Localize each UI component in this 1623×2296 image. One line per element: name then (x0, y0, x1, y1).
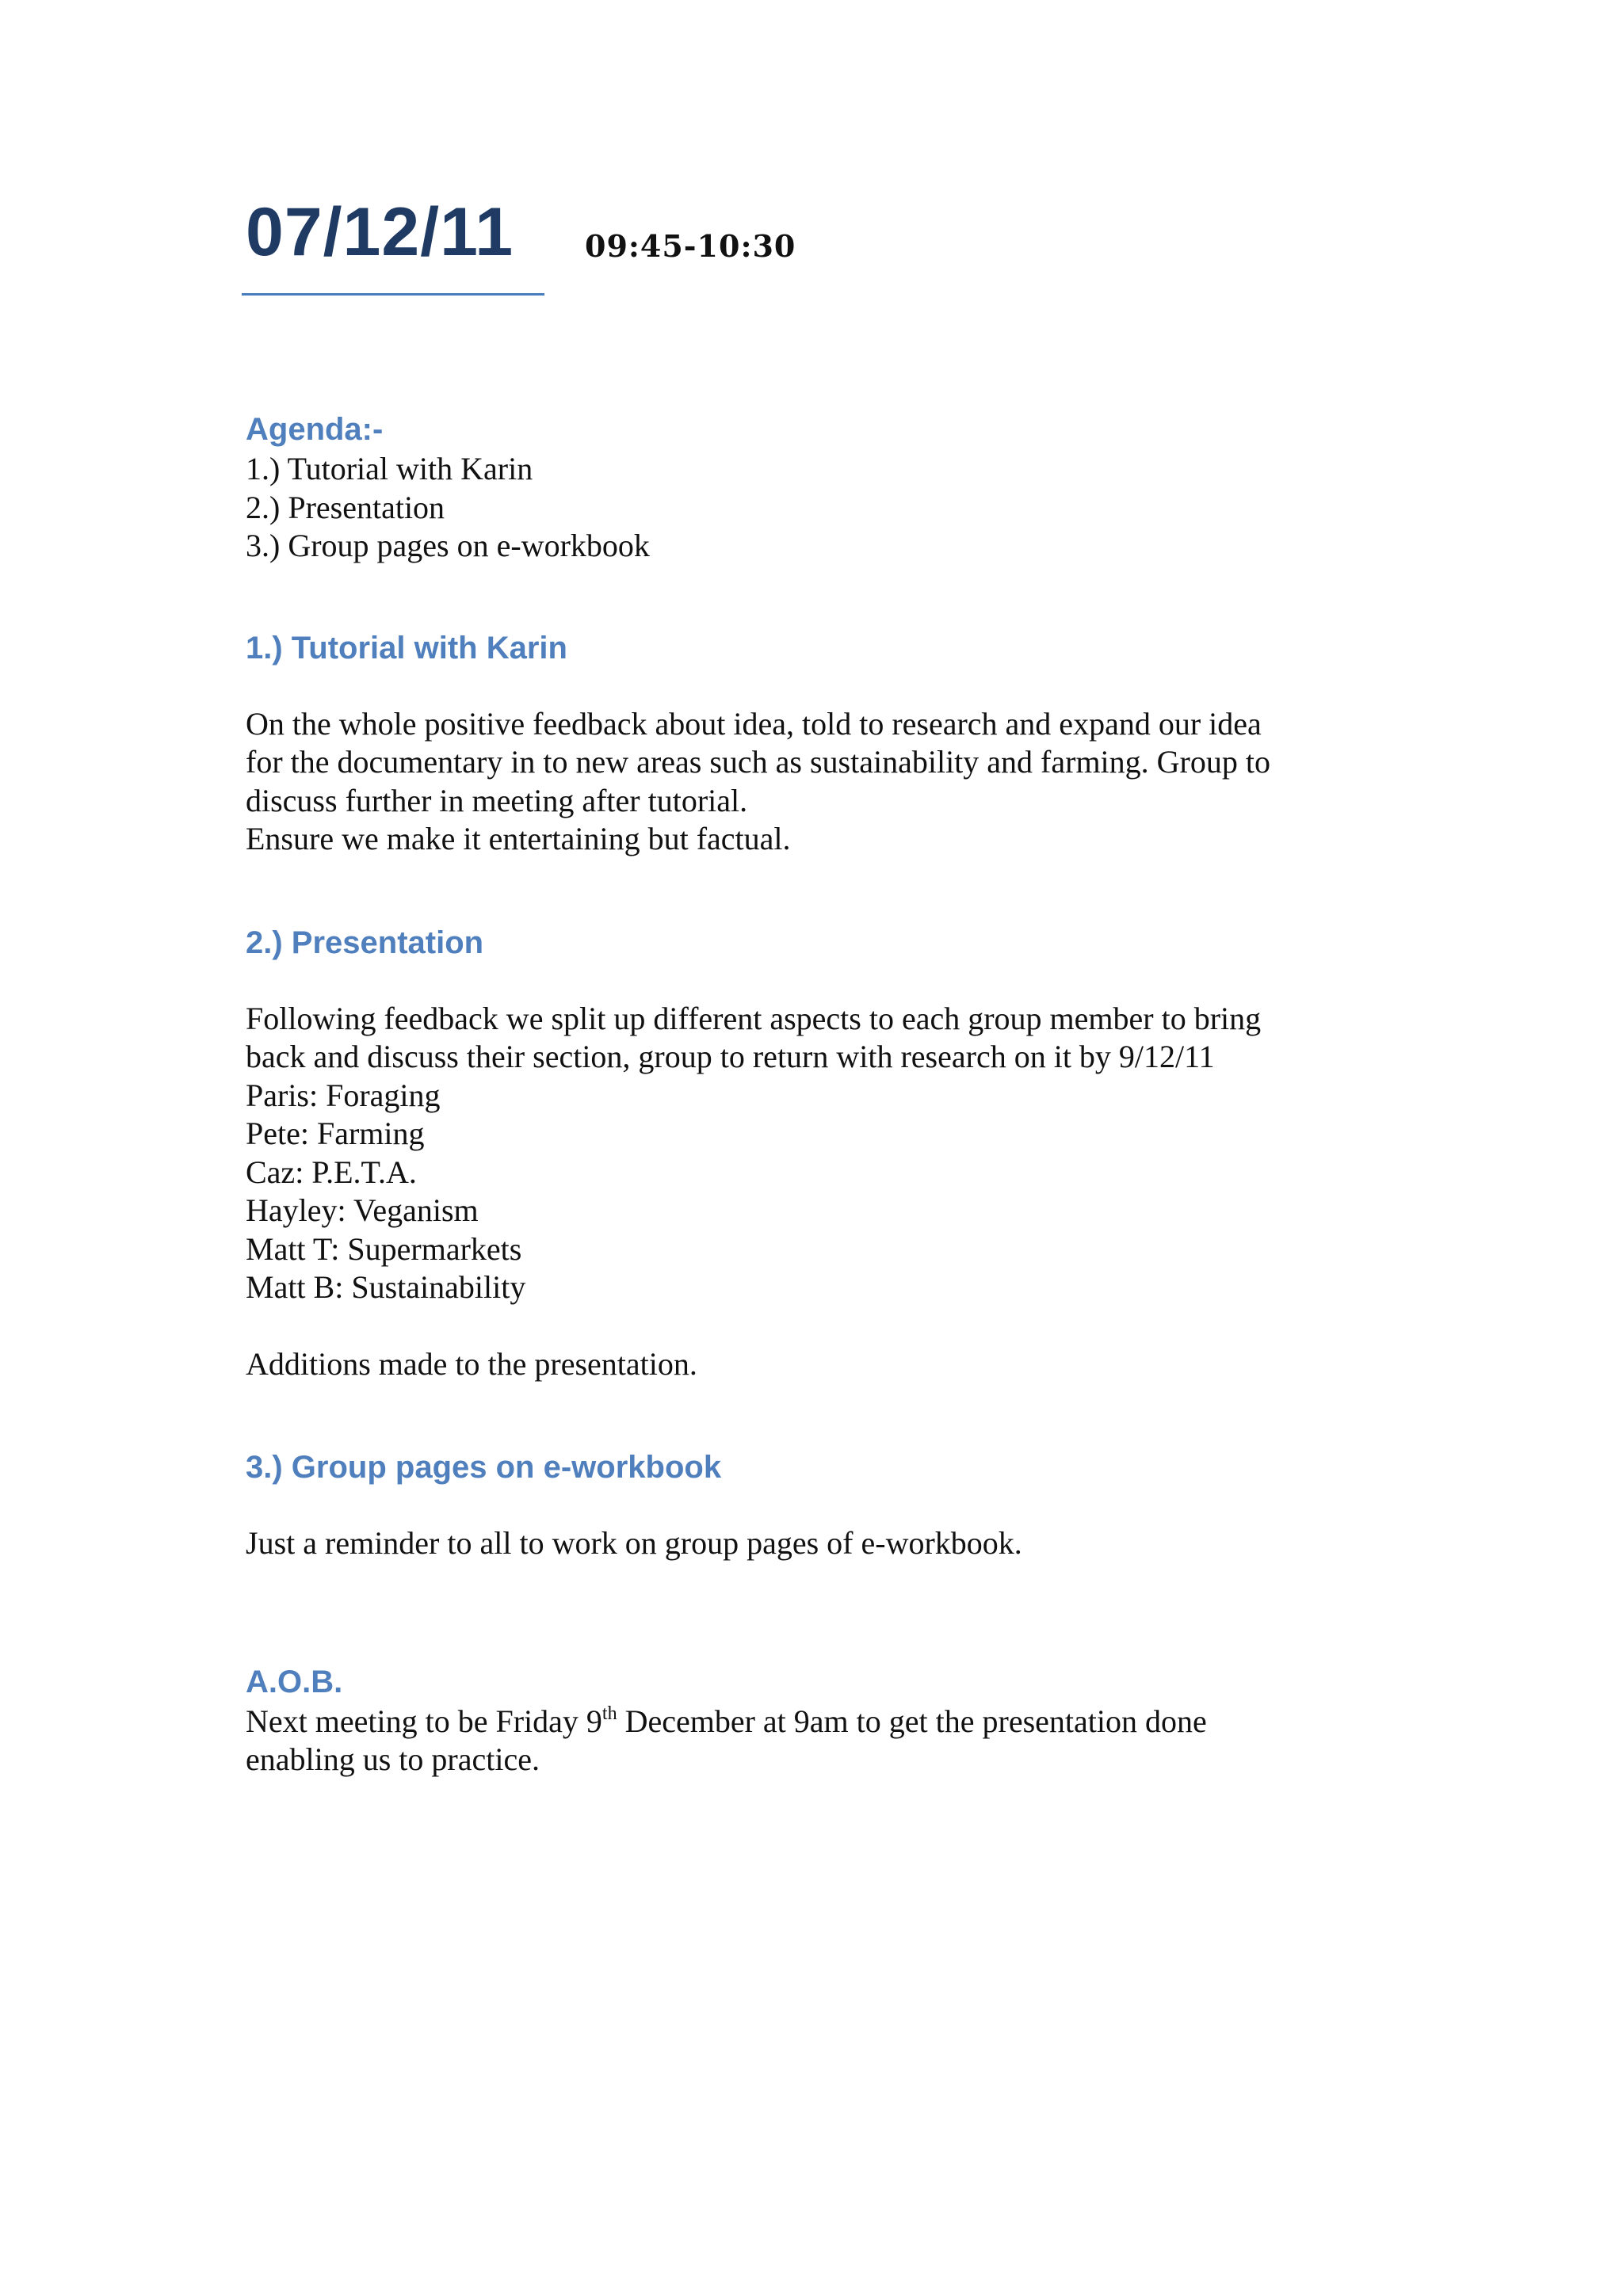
section-body (246, 1000, 1395, 1307)
body-line: Following feedback we split up different aspects to each group member to bring (246, 1000, 1262, 1036)
section-tutorial (246, 627, 1395, 859)
assignment-line: Matt T: Supermarkets (246, 1230, 522, 1267)
aob-text: Next meeting to be Friday 9 (246, 1703, 602, 1739)
assignment-line: Pete: Farming (246, 1116, 425, 1151)
aob-text: December at 9am to get the presentation done (617, 1703, 1207, 1739)
section-heading: 1.) Tutorial with Karin (246, 630, 567, 666)
body-line: back and discuss their section, group to return with research on it by 9/12/11 (246, 1039, 1215, 1074)
agenda-item: 1.) Tutorial with Karin (246, 451, 533, 486)
assignment-line: Caz: P.E.T.A. (246, 1154, 417, 1190)
section-presentation (246, 922, 1395, 1384)
section-body (246, 1524, 1395, 1563)
assignment-line: Paris: Foraging (246, 1077, 441, 1113)
body-line: Just a reminder to all to work on group pages of e-workbook. (246, 1525, 1022, 1561)
date-underline (242, 293, 544, 296)
section-heading: 2.) Presentation (246, 925, 484, 960)
body-line: for the documentary in to new areas such as sustainability and farming. Group to (246, 744, 1270, 780)
body-line: Ensure we make it entertaining but factual. (246, 821, 791, 856)
agenda-item: 2.) Presentation (246, 489, 445, 525)
section-heading: 3.) Group pages on e-workbook (246, 1450, 722, 1485)
section-note: Additions made to the presentation. (246, 1345, 697, 1382)
meeting-header (246, 194, 1395, 301)
body-line: discuss further in meeting after tutorial. (246, 782, 748, 818)
agenda-title: Agenda:- (246, 412, 384, 447)
meeting-date: 07/12/11 (246, 194, 514, 270)
aob-line: enabling us to practice. (246, 1741, 540, 1777)
aob-heading: A.O.B. (246, 1664, 343, 1699)
assignment-line: Matt B: Sustainability (246, 1269, 526, 1305)
section-group-pages (246, 1447, 1395, 1563)
agenda-block (246, 409, 1395, 566)
document-content (246, 194, 1395, 1779)
aob-body (246, 1703, 1395, 1779)
meeting-time: 09:45-10:30 (585, 228, 796, 264)
aob-block (246, 1661, 1395, 1779)
agenda-list (246, 450, 1395, 566)
body-line: On the whole positive feedback about idea, told to research and expand our idea (246, 705, 1262, 742)
assignment-line: Hayley: Veganism (246, 1192, 479, 1228)
agenda-item: 3.) Group pages on e-workbook (246, 528, 650, 563)
ordinal-suffix: th (601, 1703, 617, 1724)
section-body (246, 705, 1395, 859)
aob-line (246, 1703, 1395, 1741)
